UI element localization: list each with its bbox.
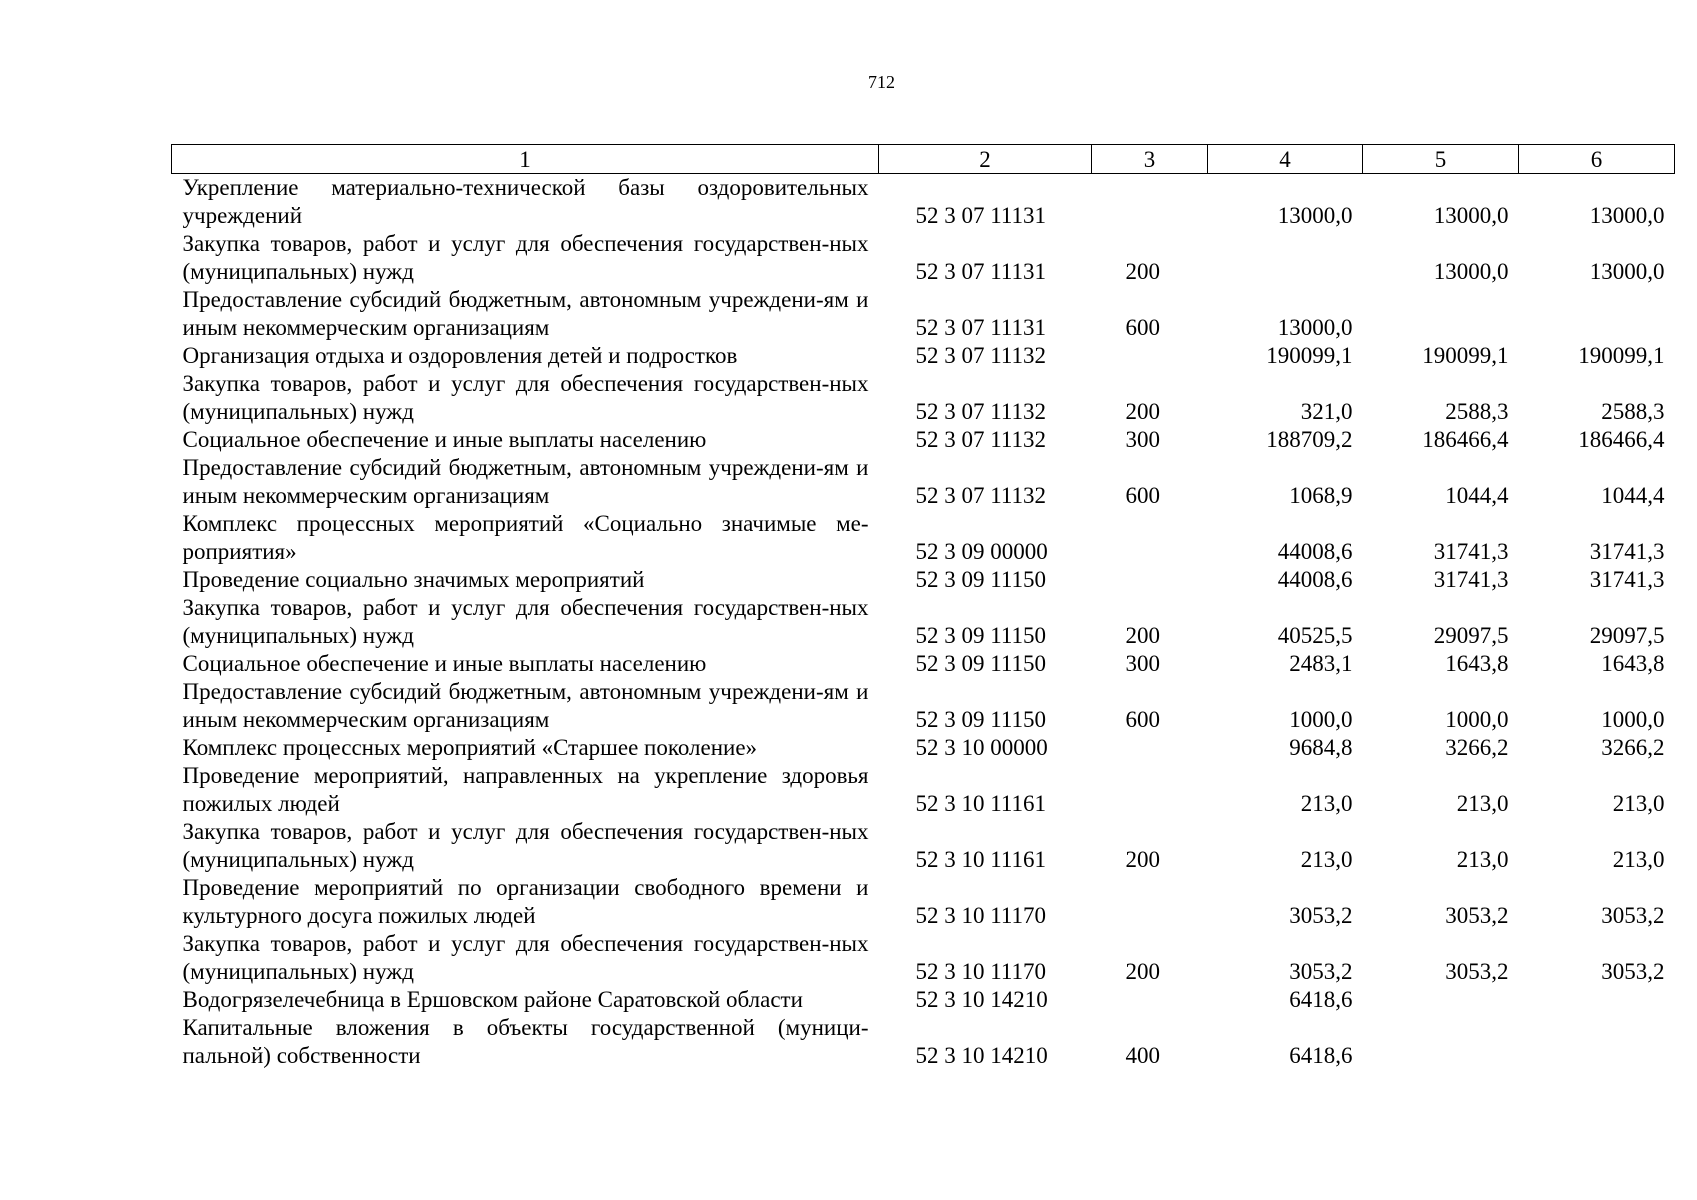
amount-col-4: 190099,1 (1266, 343, 1353, 368)
item-name: Проведение социально значимых мероприятий (182, 567, 645, 592)
expense-type: 300 (1125, 651, 1160, 676)
item-code: 52 3 09 11150 (915, 651, 1047, 676)
item-name: Предоставление субсидий бюджетным, автономным учреждени-ям и иным некоммерческим организациям (182, 287, 869, 340)
item-code: 52 3 10 11170 (915, 959, 1047, 984)
item-code: 52 3 07 11132 (915, 483, 1047, 508)
table-row (172, 566, 1675, 594)
amount-col-6: 1044,4 (1601, 483, 1665, 508)
amount-col-5: 1000,0 (1445, 707, 1509, 732)
item-code: 52 3 10 14210 (915, 1043, 1048, 1068)
table-row (172, 762, 1675, 818)
item-code: 52 3 09 11150 (915, 567, 1047, 592)
amount-col-5: 3053,2 (1445, 959, 1509, 984)
item-name: Проведение мероприятий по организации свободного времени и культурного досуга пожилых людей (182, 875, 869, 928)
amount-col-6: 13000,0 (1589, 259, 1665, 284)
amount-col-6: 13000,0 (1589, 203, 1665, 228)
amount-col-5: 2588,3 (1445, 399, 1509, 424)
amount-col-5 (1363, 986, 1519, 1014)
amount-col-5: 190099,1 (1422, 343, 1509, 368)
expense-type: 300 (1125, 427, 1160, 452)
amount-col-6: 31741,3 (1589, 567, 1665, 592)
amount-col-6: 29097,5 (1589, 623, 1665, 648)
amount-col-4: 1000,0 (1289, 707, 1353, 732)
amount-col-4: 213,0 (1300, 791, 1353, 816)
amount-col-5: 31741,3 (1433, 539, 1509, 564)
item-name: Капитальные вложения в объекты государственной (муници-пальной) собственности (182, 1015, 869, 1068)
amount-col-4: 44008,6 (1277, 567, 1353, 592)
item-name: Водогрязелечебница в Ершовском районе Саратовской области (182, 987, 803, 1012)
expense-type: 200 (1125, 399, 1160, 424)
table-row (172, 342, 1675, 370)
item-code: 52 3 10 11170 (915, 903, 1047, 928)
item-code: 52 3 07 11131 (915, 259, 1047, 284)
item-code: 52 3 10 11161 (915, 791, 1047, 816)
item-code: 52 3 09 00000 (915, 539, 1048, 564)
expense-type: 200 (1125, 847, 1160, 872)
amount-col-4: 2483,1 (1289, 651, 1353, 676)
amount-col-6: 1643,8 (1601, 651, 1665, 676)
expense-type (1092, 874, 1208, 930)
table-row (172, 874, 1675, 930)
amount-col-5: 13000,0 (1433, 203, 1509, 228)
amount-col-6: 3053,2 (1601, 959, 1665, 984)
amount-col-6: 186466,4 (1578, 427, 1665, 452)
amount-col-5: 3053,2 (1445, 903, 1509, 928)
expense-type: 200 (1125, 623, 1160, 648)
table-row (172, 286, 1675, 342)
table-row (172, 230, 1675, 286)
amount-col-5 (1363, 1014, 1519, 1070)
amount-col-4: 44008,6 (1277, 539, 1353, 564)
item-code: 52 3 07 11131 (915, 203, 1047, 228)
expense-type (1092, 342, 1208, 370)
amount-col-5 (1363, 286, 1519, 342)
amount-col-4: 6418,6 (1289, 987, 1353, 1012)
amount-col-4: 40525,5 (1277, 623, 1353, 648)
item-name: Предоставление субсидий бюджетным, автономным учреждени-ям и иным некоммерческим организациям (182, 455, 869, 508)
item-name: Комплекс процессных мероприятий «Старшее поколение» (182, 735, 758, 760)
amount-col-4 (1208, 230, 1363, 286)
item-code: 52 3 10 11161 (915, 847, 1047, 872)
table-row (172, 818, 1675, 874)
expense-type (1092, 986, 1208, 1014)
expense-type: 600 (1125, 315, 1160, 340)
amount-col-5: 186466,4 (1422, 427, 1509, 452)
expense-type (1092, 174, 1208, 231)
amount-col-6: 1000,0 (1601, 707, 1665, 732)
amount-col-4: 188709,2 (1266, 427, 1353, 452)
amount-col-4: 13000,0 (1277, 315, 1353, 340)
amount-col-6: 190099,1 (1578, 343, 1665, 368)
expense-type: 600 (1125, 483, 1160, 508)
item-name: Закупка товаров, работ и услуг для обеспечения государствен-ных (муниципальных) нужд (182, 819, 869, 872)
amount-col-4: 321,0 (1300, 399, 1353, 424)
table-row (172, 426, 1675, 454)
table-row (172, 510, 1675, 566)
amount-col-5: 29097,5 (1433, 623, 1509, 648)
amount-col-6: 213,0 (1612, 791, 1665, 816)
amount-col-5: 1643,8 (1445, 651, 1509, 676)
expense-type (1092, 734, 1208, 762)
table-row (172, 174, 1675, 231)
table-row (172, 650, 1675, 678)
item-code: 52 3 07 11131 (915, 315, 1047, 340)
item-code: 52 3 10 14210 (915, 987, 1048, 1012)
expense-type (1092, 762, 1208, 818)
table-row (172, 370, 1675, 426)
amount-col-6 (1519, 286, 1675, 342)
item-code: 52 3 07 11132 (915, 343, 1047, 368)
item-name: Проведение мероприятий, направленных на укрепление здоровья пожилых людей (182, 763, 869, 816)
expense-type (1092, 510, 1208, 566)
item-name: Закупка товаров, работ и услуг для обеспечения государствен-ных (муниципальных) нужд (182, 371, 869, 424)
item-name: Социальное обеспечение и иные выплаты населению (182, 651, 707, 676)
header-col-6: 6 (1519, 145, 1675, 174)
table-row (172, 454, 1675, 510)
expense-type (1092, 566, 1208, 594)
amount-col-4: 6418,6 (1289, 1043, 1353, 1068)
table-row (172, 986, 1675, 1014)
amount-col-4: 3053,2 (1289, 903, 1353, 928)
amount-col-4: 13000,0 (1277, 203, 1353, 228)
item-name: Социальное обеспечение и иные выплаты населению (182, 427, 707, 452)
amount-col-5: 31741,3 (1433, 567, 1509, 592)
budget-table (171, 144, 1675, 1070)
table-row (172, 734, 1675, 762)
amount-col-5: 213,0 (1456, 847, 1509, 872)
amount-col-4: 1068,9 (1289, 483, 1353, 508)
item-name: Закупка товаров, работ и услуг для обеспечения государствен-ных (муниципальных) нужд (182, 231, 869, 284)
amount-col-4: 3053,2 (1289, 959, 1353, 984)
amount-col-5: 1044,4 (1445, 483, 1509, 508)
item-name: Комплекс процессных мероприятий «Социально значимые ме-роприятия» (182, 511, 869, 564)
item-code: 52 3 09 11150 (915, 707, 1047, 732)
amount-col-5: 3266,2 (1445, 735, 1509, 760)
item-code: 52 3 07 11132 (915, 427, 1047, 452)
table-body (172, 174, 1675, 1071)
table-row (172, 1014, 1675, 1070)
table-header (172, 145, 1675, 174)
amount-col-4: 213,0 (1300, 847, 1353, 872)
item-name: Закупка товаров, работ и услуг для обеспечения государствен-ных (муниципальных) нужд (182, 931, 869, 984)
page-number: 712 (868, 72, 895, 92)
amount-col-6: 31741,3 (1589, 539, 1665, 564)
header-col-5: 5 (1363, 145, 1519, 174)
amount-col-6: 213,0 (1612, 847, 1665, 872)
item-name: Предоставление субсидий бюджетным, автономным учреждени-ям и иным некоммерческим организациям (182, 679, 869, 732)
table-row (172, 594, 1675, 650)
expense-type: 200 (1125, 259, 1160, 284)
item-code: 52 3 07 11132 (915, 399, 1047, 424)
header-col-3: 3 (1092, 145, 1208, 174)
expense-type: 600 (1125, 707, 1160, 732)
expense-type: 200 (1125, 959, 1160, 984)
item-code: 52 3 10 00000 (915, 735, 1048, 760)
header-col-2: 2 (879, 145, 1092, 174)
amount-col-6: 2588,3 (1601, 399, 1665, 424)
amount-col-6: 3053,2 (1601, 903, 1665, 928)
amount-col-5: 13000,0 (1433, 259, 1509, 284)
amount-col-5: 213,0 (1456, 791, 1509, 816)
expense-type: 400 (1125, 1043, 1160, 1068)
table-row (172, 930, 1675, 986)
amount-col-6 (1519, 986, 1675, 1014)
header-col-4: 4 (1208, 145, 1363, 174)
amount-col-6: 3266,2 (1601, 735, 1665, 760)
header-row (172, 145, 1675, 174)
item-name: Укрепление материально-технической базы оздоровительных учреждений (182, 175, 869, 228)
item-name: Закупка товаров, работ и услуг для обеспечения государствен-ных (муниципальных) нужд (182, 595, 869, 648)
table-row (172, 678, 1675, 734)
amount-col-6 (1519, 1014, 1675, 1070)
amount-col-4: 9684,8 (1289, 735, 1353, 760)
item-code: 52 3 09 11150 (915, 623, 1047, 648)
header-col-1: 1 (172, 145, 879, 174)
item-name: Организация отдыха и оздоровления детей и подростков (182, 343, 738, 368)
